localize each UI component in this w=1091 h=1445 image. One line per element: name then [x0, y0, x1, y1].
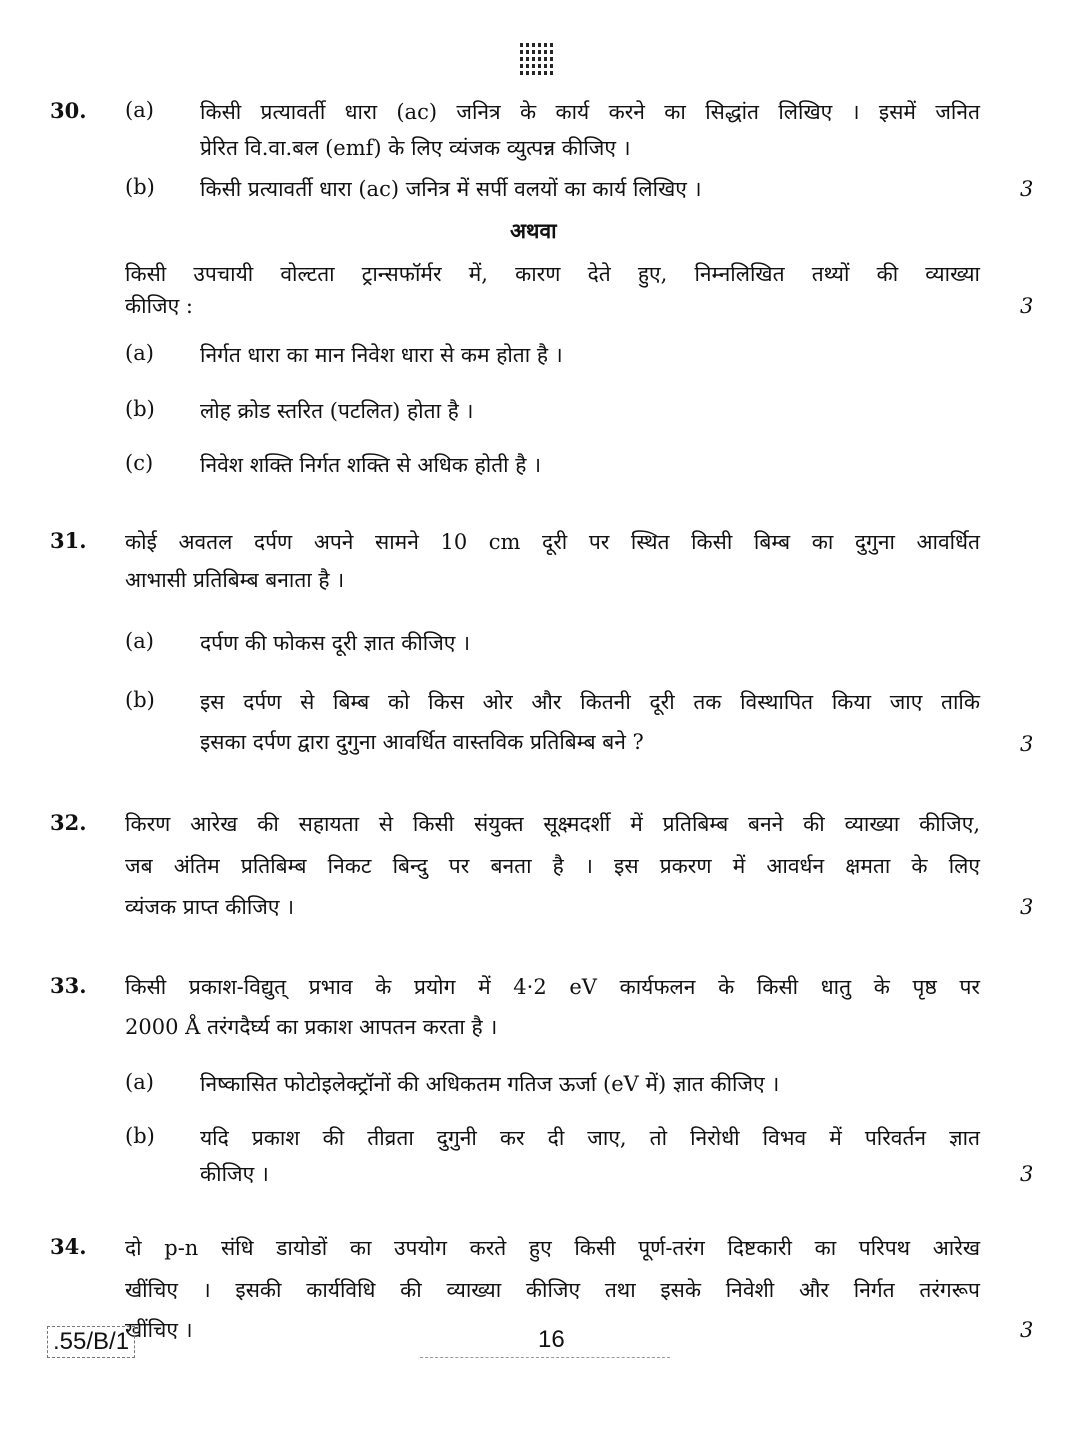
- question-text: कीजिए :: [125, 294, 193, 318]
- sub-label: (b): [125, 397, 155, 421]
- question-number: 31.: [50, 528, 87, 553]
- question-text: कोई अवतल दर्पण अपने सामने 10 cm दूरी पर स्थित किसी बिम्ब का दुगुना आवर्धित: [125, 530, 980, 554]
- question-text: कीजिए ।: [200, 1162, 269, 1186]
- marks: 3: [1020, 1162, 1034, 1186]
- question-text: इसका दर्पण द्वारा दुगुना आवर्धित वास्तविक प्रतिबिम्ब बने ?: [200, 730, 644, 754]
- question-number: 30.: [50, 98, 87, 123]
- question-text: यदि प्रकाश की तीव्रता दुगुनी कर दी जाए, तो निरोधी विभव में परिवर्तन ज्ञात: [200, 1126, 980, 1150]
- question-text: किसी प्रकाश-विद्युत् प्रभाव के प्रयोग में 4·2 eV कार्यफलन के किसी धातु के पृष्ठ पर: [125, 975, 980, 999]
- or-heading: अथवा: [510, 218, 557, 243]
- marks: 3: [1020, 294, 1034, 318]
- question-text: किसी प्रत्यावर्ती धारा (ac) जनित्र के कार्य करने का सिद्धांत लिखिए । इसमें जनित: [200, 100, 980, 124]
- sub-label: (b): [125, 175, 155, 199]
- question-text: आभासी प्रतिबिम्ब बनाता है ।: [125, 568, 345, 592]
- marks: 3: [1020, 177, 1034, 201]
- question-text: खींचिए ।: [125, 1318, 193, 1342]
- question-text: किरण आरेख की सहायता से किसी संयुक्त सूक्ष्मदर्शी में प्रतिबिम्ब बनने की व्याख्या कीजिए,: [125, 812, 980, 836]
- question-text: निष्कासित फोटोइलेक्ट्रॉनों की अधिकतम गतिज ऊर्जा (eV में) ज्ञात कीजिए ।: [200, 1072, 780, 1096]
- question-number: 33.: [50, 973, 87, 998]
- question-text: 2000 Å तरंगदैर्घ्य का प्रकाश आपतन करता है ।: [125, 1015, 498, 1039]
- footer-divider: [420, 1357, 670, 1358]
- marks: 3: [1020, 732, 1034, 756]
- question-text: निवेश शक्ति निर्गत शक्ति से अधिक होती है ।: [200, 453, 542, 477]
- question-text: दो p-n संधि डायोडों का उपयोग करते हुए किसी पूर्ण-तरंग दिष्टकारी का परिपथ आरेख: [125, 1236, 980, 1260]
- question-text: किसी प्रत्यावर्ती धारा (ac) जनित्र में सर्पी वलयों का कार्य लिखिए ।: [200, 177, 702, 201]
- question-number: 34.: [50, 1234, 87, 1259]
- marks: 3: [1020, 1318, 1034, 1342]
- question-text: निर्गत धारा का मान निवेश धारा से कम होता है ।: [200, 343, 563, 367]
- sub-label: (a): [125, 98, 154, 122]
- sub-label: (b): [125, 688, 155, 712]
- question-text: प्रेरित वि.वा.बल (emf) के लिए व्यंजक व्युत्पन्न कीजिए ।: [200, 136, 631, 160]
- sub-label: (a): [125, 341, 154, 365]
- paper-code: .55/B/1: [47, 1326, 135, 1358]
- question-text: खींचिए । इसकी कार्यविधि की व्याख्या कीजिए तथा इसके निवेशी और निर्गत तरंगरूप: [125, 1278, 980, 1302]
- question-text: इस दर्पण से बिम्ब को किस ओर और कितनी दूरी तक विस्थापित किया जाए ताकि: [200, 690, 980, 714]
- qr-code: [520, 40, 555, 75]
- sub-label: (c): [125, 451, 154, 475]
- question-text: व्यंजक प्राप्त कीजिए ।: [125, 895, 295, 919]
- question-text: दर्पण की फोकस दूरी ज्ञात कीजिए ।: [200, 631, 471, 655]
- sub-label: (a): [125, 629, 154, 653]
- question-text: जब अंतिम प्रतिबिम्ब निकट बिन्दु पर बनता है । इस प्रकरण में आवर्धन क्षमता के लिए: [125, 854, 980, 878]
- marks: 3: [1020, 895, 1034, 919]
- page-number: 16: [538, 1326, 565, 1353]
- question-text: किसी उपचायी वोल्टता ट्रान्सफॉर्मर में, कारण देते हुए, निम्नलिखित तथ्यों की व्याख्या: [125, 262, 980, 286]
- sub-label: (a): [125, 1070, 154, 1094]
- question-text: लोह क्रोड स्तरित (पटलित) होता है ।: [200, 399, 474, 423]
- question-number: 32.: [50, 810, 87, 835]
- sub-label: (b): [125, 1124, 155, 1148]
